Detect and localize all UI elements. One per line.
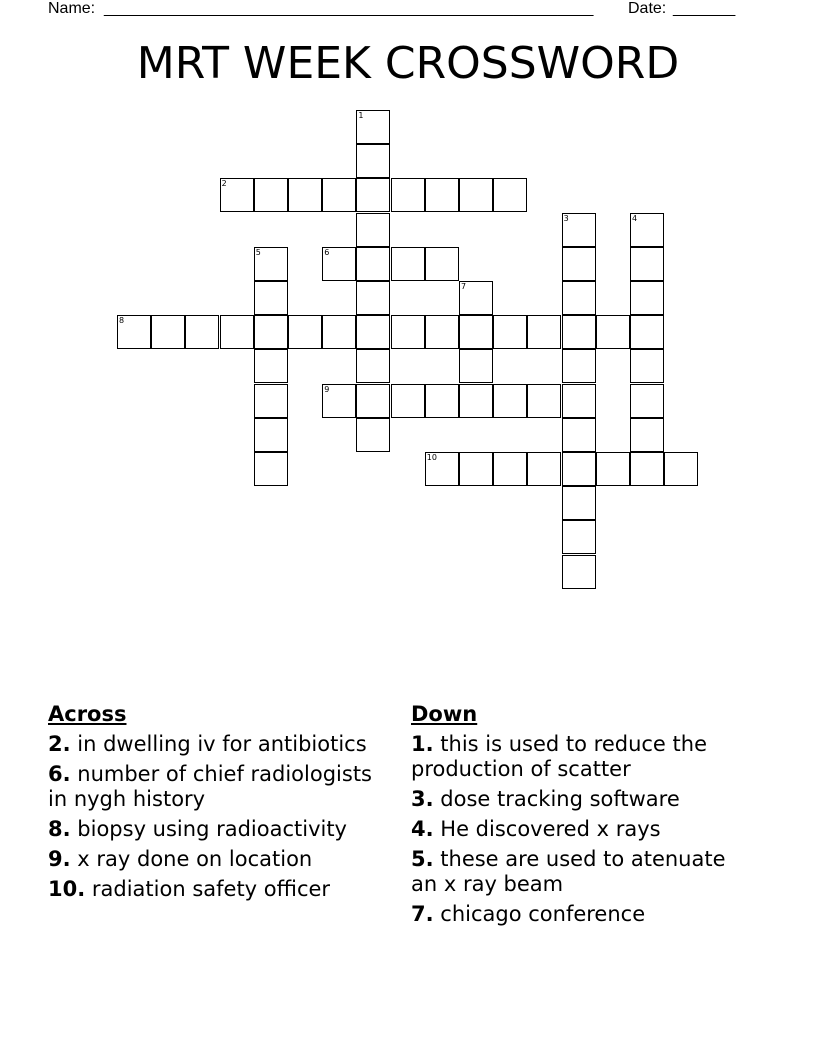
cell-number: 2	[221, 179, 227, 189]
grid-cell[interactable]	[562, 213, 596, 247]
grid-cell[interactable]	[356, 418, 390, 452]
grid-cell[interactable]	[630, 452, 664, 486]
across-heading: Across	[48, 702, 127, 726]
clue-text: radiation safety officer	[91, 877, 331, 901]
cell-number: 8	[119, 316, 125, 326]
grid-cell[interactable]	[527, 315, 561, 349]
grid-cell[interactable]	[288, 315, 322, 349]
clue-number: 3.	[411, 787, 434, 811]
grid-cell[interactable]	[356, 315, 390, 349]
grid-cell[interactable]	[425, 178, 459, 212]
clue-number: 8.	[48, 817, 71, 841]
grid-cell[interactable]	[562, 418, 596, 452]
grid-cell[interactable]	[630, 384, 664, 418]
grid-cell[interactable]	[527, 384, 561, 418]
grid-cell[interactable]	[151, 315, 185, 349]
grid-cell[interactable]	[356, 281, 390, 315]
grid-cell[interactable]	[356, 213, 390, 247]
grid-cell[interactable]	[391, 315, 425, 349]
cell-number: 1	[358, 111, 364, 120]
cell-number: 6	[324, 247, 330, 257]
cell-number: 10	[426, 453, 437, 462]
grid-cell[interactable]	[391, 384, 425, 418]
grid-cell[interactable]	[220, 178, 254, 212]
clue-item	[411, 847, 751, 897]
grid-cell[interactable]	[630, 418, 664, 452]
grid-cell[interactable]	[356, 110, 390, 144]
clue-number: 5.	[411, 847, 434, 871]
grid-cell[interactable]	[562, 349, 596, 383]
grid-cell[interactable]	[322, 247, 356, 281]
clue-text: this is used to reduce the production of scatter	[411, 732, 707, 781]
cell-number: 4	[632, 213, 638, 223]
clue-text: these are used to atenuate an x ray beam	[411, 847, 726, 896]
grid-cell[interactable]	[562, 384, 596, 418]
page-title: MRT WEEK CROSSWORD	[136, 38, 680, 89]
down-heading: Down	[411, 702, 478, 726]
clue-number: 6.	[48, 762, 71, 786]
grid-cell[interactable]	[459, 315, 493, 349]
grid-cell[interactable]	[254, 452, 288, 486]
grid-cell[interactable]	[254, 418, 288, 452]
grid-cell[interactable]	[630, 281, 664, 315]
grid-cell[interactable]	[630, 315, 664, 349]
grid-cell[interactable]	[562, 247, 596, 281]
clue-text: He discovered x rays	[440, 817, 661, 841]
grid-cell[interactable]	[322, 315, 356, 349]
clue-item	[48, 847, 388, 872]
grid-cell[interactable]	[493, 178, 527, 212]
grid-cell[interactable]	[425, 247, 459, 281]
grid-cell[interactable]	[630, 349, 664, 383]
grid-cell[interactable]	[596, 452, 630, 486]
clue-number: 10.	[48, 877, 86, 901]
clue-text: x ray done on location	[77, 847, 313, 871]
down-clue-list	[411, 732, 751, 927]
date-field-line: _______	[673, 0, 736, 17]
grid-cell[interactable]	[356, 384, 390, 418]
grid-cell[interactable]	[562, 452, 596, 486]
grid-cell[interactable]	[254, 315, 288, 349]
grid-cell[interactable]	[630, 213, 664, 247]
down-clues	[411, 702, 751, 927]
grid-cell[interactable]	[254, 247, 288, 281]
grid-cell[interactable]	[254, 384, 288, 418]
clue-item	[48, 732, 388, 757]
clue-item	[411, 902, 751, 927]
across-clue-list	[48, 732, 388, 902]
grid-cell[interactable]	[425, 384, 459, 418]
grid-cell[interactable]	[356, 178, 390, 212]
grid-cell[interactable]	[425, 452, 459, 486]
cell-number: 7	[461, 282, 467, 291]
grid-cell[interactable]	[254, 281, 288, 315]
clue-number: 9.	[48, 847, 71, 871]
grid-cell[interactable]	[185, 315, 219, 349]
grid-cell[interactable]	[493, 384, 527, 418]
grid-cell[interactable]	[254, 349, 288, 383]
grid-cell[interactable]	[493, 452, 527, 486]
clue-item	[411, 787, 751, 812]
clue-number: 1.	[411, 732, 434, 756]
grid-cell[interactable]	[391, 247, 425, 281]
grid-cell[interactable]	[356, 144, 390, 178]
grid-cell[interactable]	[630, 247, 664, 281]
clue-text: dose tracking software	[440, 787, 680, 811]
grid-cell[interactable]	[322, 384, 356, 418]
across-clues	[48, 702, 388, 902]
grid-cell[interactable]	[117, 315, 151, 349]
grid-cell[interactable]	[527, 452, 561, 486]
grid-cell[interactable]	[562, 555, 596, 589]
grid-cell[interactable]	[220, 315, 254, 349]
clue-text: number of chief radiologists in nygh history	[48, 762, 372, 811]
grid-cell[interactable]	[562, 486, 596, 520]
grid-cell[interactable]	[562, 520, 596, 554]
grid-cell[interactable]	[459, 281, 493, 315]
grid-cell[interactable]	[459, 349, 493, 383]
grid-cell[interactable]	[288, 178, 322, 212]
clue-item	[411, 817, 751, 842]
grid-cell[interactable]	[562, 281, 596, 315]
clue-text: biopsy using radioactivity	[77, 817, 347, 841]
grid-cell[interactable]	[356, 247, 390, 281]
cell-number: 5	[255, 247, 261, 257]
clue-item	[48, 877, 388, 902]
date-label: Date:	[628, 0, 667, 17]
clue-text: in dwelling iv for antibiotics	[77, 732, 367, 756]
grid-cell[interactable]	[664, 452, 698, 486]
name-field-line: _______________________________________________________	[104, 0, 594, 17]
grid-cell[interactable]	[459, 178, 493, 212]
clue-item	[411, 732, 751, 782]
clue-number: 4.	[411, 817, 434, 841]
clue-item	[48, 762, 388, 812]
grid-cell[interactable]	[596, 315, 630, 349]
name-label: Name:	[48, 0, 96, 17]
grid-cell[interactable]	[459, 452, 493, 486]
grid-cell[interactable]	[356, 349, 390, 383]
cell-number: 3	[563, 213, 569, 223]
grid-cell[interactable]	[562, 315, 596, 349]
clue-number: 2.	[48, 732, 71, 756]
grid-cell[interactable]	[322, 178, 356, 212]
cell-number: 9	[324, 384, 330, 394]
grid-cell[interactable]	[493, 315, 527, 349]
grid-cell[interactable]	[425, 315, 459, 349]
grid-cell[interactable]	[254, 178, 288, 212]
grid-cell[interactable]	[459, 384, 493, 418]
clue-item	[48, 817, 388, 842]
clue-number: 7.	[411, 902, 434, 926]
clue-text: chicago conference	[440, 902, 646, 926]
grid-cell[interactable]	[391, 178, 425, 212]
